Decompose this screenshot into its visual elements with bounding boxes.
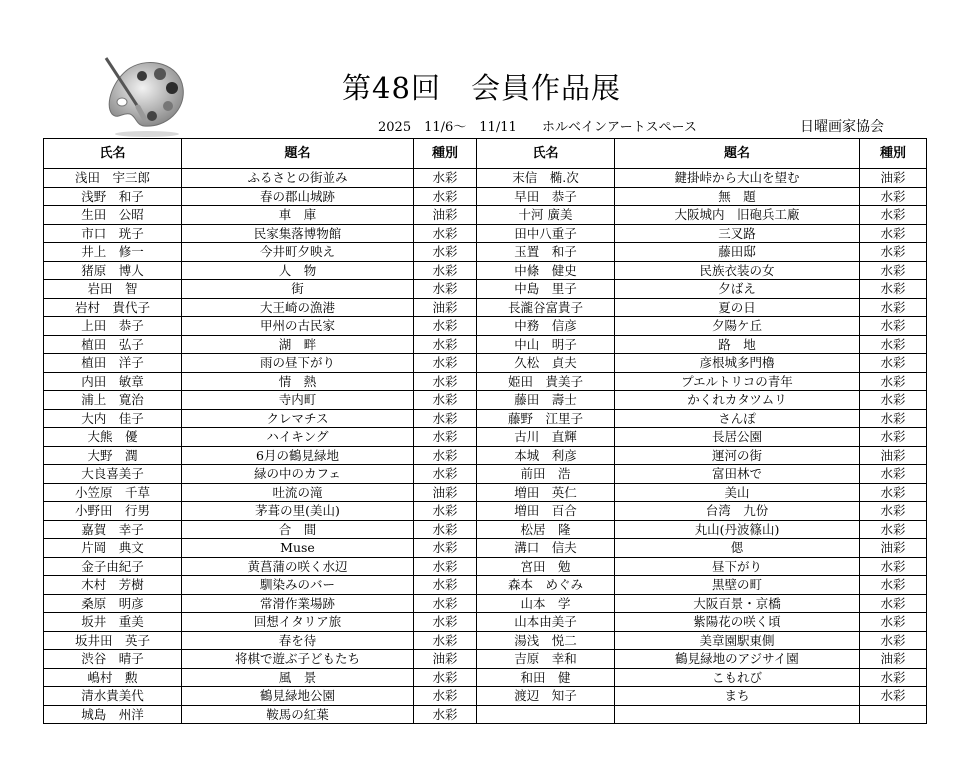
artwork-title: 常滑作業場跡: [182, 594, 414, 613]
medium: 水彩: [414, 539, 477, 558]
artwork-title: 今井町夕映え: [182, 243, 414, 262]
artist-name: 小野田 行男: [44, 502, 182, 521]
table-row: [44, 280, 927, 299]
medium: 水彩: [860, 391, 927, 410]
medium: 油彩: [414, 206, 477, 225]
medium: 水彩: [860, 520, 927, 539]
artwork-title: 6月の鶴見緑地: [182, 446, 414, 465]
exhibition-venue: ホルベインアートスペース: [542, 120, 697, 135]
column-header-medium: 種別: [860, 139, 927, 169]
page-title: 第48回 会員作品展: [342, 71, 621, 105]
medium: 水彩: [860, 687, 927, 706]
table-row: [44, 465, 927, 484]
artist-name: 末信 椭.次: [477, 169, 615, 188]
medium: 水彩: [860, 483, 927, 502]
table-row: [44, 317, 927, 336]
artist-name: 浦上 寛治: [44, 391, 182, 410]
table-row: [44, 391, 927, 410]
medium: 水彩: [414, 668, 477, 687]
artist-name: 市口 珖子: [44, 224, 182, 243]
artist-name: 古川 直輝: [477, 428, 615, 447]
artwork-title: 夕陽ケ丘: [615, 317, 860, 336]
artwork-title: 大阪百景・京橋: [615, 594, 860, 613]
medium: 水彩: [860, 206, 927, 225]
artwork-title: 黄菖蒲の咲く水辺: [182, 557, 414, 576]
artwork-title: 彦根城多門櫓: [615, 354, 860, 373]
table-row: [44, 631, 927, 650]
medium: 水彩: [414, 613, 477, 632]
table-row: [44, 224, 927, 243]
artwork-title: 車 庫: [182, 206, 414, 225]
artwork-title: 鞍馬の紅葉: [182, 705, 414, 724]
table-row: [44, 169, 927, 188]
medium: 油彩: [860, 650, 927, 669]
medium: 水彩: [414, 317, 477, 336]
artwork-title: 紫陽花の咲く頃: [615, 613, 860, 632]
artwork-title: 鶴見緑地のアジサイ園: [615, 650, 860, 669]
artist-name: 岩村 貴代子: [44, 298, 182, 317]
medium: 水彩: [414, 409, 477, 428]
artist-name: 松居 隆: [477, 520, 615, 539]
table-row: [44, 705, 927, 724]
artist-name: 大熊 優: [44, 428, 182, 447]
artist-name: 本城 利彦: [477, 446, 615, 465]
medium: 水彩: [860, 280, 927, 299]
artwork-title: 美山: [615, 483, 860, 502]
medium: 水彩: [860, 187, 927, 206]
artwork-title: 運河の街: [615, 446, 860, 465]
table-row: [44, 298, 927, 317]
table-row: [44, 520, 927, 539]
artwork-title: 美章園駅東側: [615, 631, 860, 650]
medium: 水彩: [860, 668, 927, 687]
artist-name: 中山 明子: [477, 335, 615, 354]
artwork-title: まち: [615, 687, 860, 706]
artwork-title: 春の郡山城跡: [182, 187, 414, 206]
artist-name: 坂井 重美: [44, 613, 182, 632]
medium: 水彩: [414, 502, 477, 521]
artwork-title: 街: [182, 280, 414, 299]
artist-name: 田中八重子: [477, 224, 615, 243]
medium: 水彩: [860, 465, 927, 484]
table-row: [44, 613, 927, 632]
artwork-title: 湖 畔: [182, 335, 414, 354]
artist-name: 前田 浩: [477, 465, 615, 484]
artwork-title: 三叉路: [615, 224, 860, 243]
artist-name: 清水貴美代: [44, 687, 182, 706]
medium: 水彩: [414, 261, 477, 280]
medium: 水彩: [860, 557, 927, 576]
artist-name: 猪原 博人: [44, 261, 182, 280]
artist-name: 上田 恭子: [44, 317, 182, 336]
artist-name: 小笠原 千草: [44, 483, 182, 502]
column-header-name: 氏名: [44, 139, 182, 169]
medium: 水彩: [414, 576, 477, 595]
artist-name: 玉置 和子: [477, 243, 615, 262]
artist-name: 植田 洋子: [44, 354, 182, 373]
artist-name: 井上 修一: [44, 243, 182, 262]
table-row: [44, 335, 927, 354]
medium: 水彩: [414, 169, 477, 188]
artwork-title: 昼下がり: [615, 557, 860, 576]
artwork-title: 大阪城内 旧砲兵工廠: [615, 206, 860, 225]
medium: 水彩: [860, 613, 927, 632]
artwork-title: 人 物: [182, 261, 414, 280]
artist-name: 増田 百合: [477, 502, 615, 521]
artwork-title: [615, 705, 860, 724]
medium: 水彩: [414, 465, 477, 484]
medium: 水彩: [860, 317, 927, 336]
artwork-title: 鶴見緑地公園: [182, 687, 414, 706]
artist-name: 渋谷 晴子: [44, 650, 182, 669]
artist-name: 吉原 幸和: [477, 650, 615, 669]
table-row: [44, 557, 927, 576]
artwork-title: 馴染みのバー: [182, 576, 414, 595]
artwork-title: 風 景: [182, 668, 414, 687]
medium: 水彩: [414, 428, 477, 447]
medium: 水彩: [414, 391, 477, 410]
medium: 油彩: [414, 483, 477, 502]
artwork-title: 合 間: [182, 520, 414, 539]
medium: 水彩: [414, 243, 477, 262]
artist-name: 嘉賀 幸子: [44, 520, 182, 539]
artwork-title: 偲: [615, 539, 860, 558]
artwork-title: 将棋で遊ぶ子どもたち: [182, 650, 414, 669]
table-row: [44, 594, 927, 613]
artist-name: 藤野 江里子: [477, 409, 615, 428]
artist-name: 大内 佳子: [44, 409, 182, 428]
artwork-title: 甲州の古民家: [182, 317, 414, 336]
artist-name: 和田 健: [477, 668, 615, 687]
artist-name: 植田 弘子: [44, 335, 182, 354]
table-row: [44, 502, 927, 521]
medium: 水彩: [860, 576, 927, 595]
artist-name: 宮田 勉: [477, 557, 615, 576]
artwork-title: こもれび: [615, 668, 860, 687]
exhibition-dates: 2025 11/6～ 11/11: [378, 120, 517, 135]
medium: 水彩: [414, 520, 477, 539]
table-row: [44, 576, 927, 595]
artist-name: 金子由紀子: [44, 557, 182, 576]
artist-name: 嶋村 勲: [44, 668, 182, 687]
artist-name: 山本 学: [477, 594, 615, 613]
medium: 水彩: [414, 687, 477, 706]
artwork-title: 春を待: [182, 631, 414, 650]
medium: 水彩: [414, 280, 477, 299]
organizer-name: 日曜画家協会: [800, 119, 884, 135]
medium: 水彩: [860, 409, 927, 428]
artwork-title: 藤田邸: [615, 243, 860, 262]
table-row: [44, 650, 927, 669]
medium: 水彩: [414, 557, 477, 576]
artwork-title: 鍵掛峠から大山を望む: [615, 169, 860, 188]
artist-name: 桑原 明彦: [44, 594, 182, 613]
artwork-title: 黒壁の町: [615, 576, 860, 595]
medium: 水彩: [860, 243, 927, 262]
column-header-name: 氏名: [477, 139, 615, 169]
artwork-title: 路 地: [615, 335, 860, 354]
table-row: [44, 372, 927, 391]
medium: 水彩: [414, 354, 477, 373]
artwork-title: 夕ばえ: [615, 280, 860, 299]
artwork-title: ハイキング: [182, 428, 414, 447]
artwork-title: ふるさとの街並み: [182, 169, 414, 188]
table-row: [44, 446, 927, 465]
table-row: [44, 428, 927, 447]
table-row: [44, 409, 927, 428]
artist-name: 中條 健史: [477, 261, 615, 280]
column-header-title: 題名: [182, 139, 414, 169]
medium: 水彩: [414, 705, 477, 724]
artist-name: 浅野 和子: [44, 187, 182, 206]
artist-name: 生田 公昭: [44, 206, 182, 225]
artist-name: 城島 州洋: [44, 705, 182, 724]
medium: 水彩: [860, 224, 927, 243]
medium: 水彩: [414, 446, 477, 465]
medium: 水彩: [414, 335, 477, 354]
artist-name: 山本由美子: [477, 613, 615, 632]
artist-name: 渡辺 知子: [477, 687, 615, 706]
artwork-title: 民家集落博物館: [182, 224, 414, 243]
medium: 水彩: [414, 372, 477, 391]
medium: 油彩: [860, 169, 927, 188]
artwork-title: クレマチス: [182, 409, 414, 428]
medium: 油彩: [860, 539, 927, 558]
medium: 水彩: [860, 502, 927, 521]
artwork-title: 無 題: [615, 187, 860, 206]
artist-name: 藤田 壽士: [477, 391, 615, 410]
artist-name: 溝口 信夫: [477, 539, 615, 558]
artist-name: [477, 705, 615, 724]
medium: 水彩: [860, 354, 927, 373]
table-row: [44, 354, 927, 373]
medium: 水彩: [860, 261, 927, 280]
artist-name: 中務 信彦: [477, 317, 615, 336]
artwork-title: プエルトリコの青年: [615, 372, 860, 391]
medium: 油彩: [860, 446, 927, 465]
medium: 水彩: [414, 594, 477, 613]
artwork-title: 茅葺の里(美山): [182, 502, 414, 521]
artist-name: 森本 めぐみ: [477, 576, 615, 595]
exhibit-table: [43, 138, 927, 724]
artist-name: 早田 恭子: [477, 187, 615, 206]
artwork-title: Muse: [182, 539, 414, 558]
artist-name: 木村 芳樹: [44, 576, 182, 595]
artist-name: 中島 里子: [477, 280, 615, 299]
artist-name: 大野 潤: [44, 446, 182, 465]
artwork-title: 民族衣装の女: [615, 261, 860, 280]
artwork-title: かくれカタツムリ: [615, 391, 860, 410]
table-row: [44, 483, 927, 502]
medium: 水彩: [860, 335, 927, 354]
medium: 水彩: [860, 372, 927, 391]
medium: [860, 705, 927, 724]
artist-name: 内田 敏章: [44, 372, 182, 391]
artwork-title: 大王崎の漁港: [182, 298, 414, 317]
artwork-title: 富田林で: [615, 465, 860, 484]
table-row: [44, 261, 927, 280]
artwork-title: 緑の中のカフェ: [182, 465, 414, 484]
medium: 水彩: [414, 187, 477, 206]
artwork-title: 雨の昼下がり: [182, 354, 414, 373]
artwork-title: 夏の日: [615, 298, 860, 317]
table-row: [44, 243, 927, 262]
artwork-title: 吐流の滝: [182, 483, 414, 502]
artist-name: 増田 英仁: [477, 483, 615, 502]
table-row: [44, 539, 927, 558]
medium: 水彩: [414, 631, 477, 650]
table-row: [44, 206, 927, 225]
table-row: [44, 187, 927, 206]
table-row: [44, 668, 927, 687]
medium: 水彩: [860, 631, 927, 650]
artwork-title: 丸山(丹波篠山): [615, 520, 860, 539]
artist-name: 長瀧谷富貴子: [477, 298, 615, 317]
artist-name: 大良喜美子: [44, 465, 182, 484]
artwork-title: 回想イタリア旅: [182, 613, 414, 632]
artist-name: 坂井田 英子: [44, 631, 182, 650]
medium: 水彩: [414, 224, 477, 243]
artist-name: 片岡 典文: [44, 539, 182, 558]
medium: 水彩: [860, 298, 927, 317]
artist-name: 姫田 貴美子: [477, 372, 615, 391]
artist-name: 岩田 智: [44, 280, 182, 299]
medium: 水彩: [860, 428, 927, 447]
artwork-title: 長居公園: [615, 428, 860, 447]
artist-name: 浅田 宇三郎: [44, 169, 182, 188]
artist-name: 湯浅 悦二: [477, 631, 615, 650]
table-row: [44, 687, 927, 706]
medium: 水彩: [860, 594, 927, 613]
artist-name: 久松 貞夫: [477, 354, 615, 373]
medium: 油彩: [414, 650, 477, 669]
table-header-row: [44, 139, 927, 169]
artwork-title: 寺内町: [182, 391, 414, 410]
artwork-title: 情 熱: [182, 372, 414, 391]
artwork-title: 台湾 九份: [615, 502, 860, 521]
column-header-title: 題名: [615, 139, 860, 169]
artwork-title: さんぽ: [615, 409, 860, 428]
column-header-medium: 種別: [414, 139, 477, 169]
medium: 油彩: [414, 298, 477, 317]
artist-name: 十河 廣美: [477, 206, 615, 225]
